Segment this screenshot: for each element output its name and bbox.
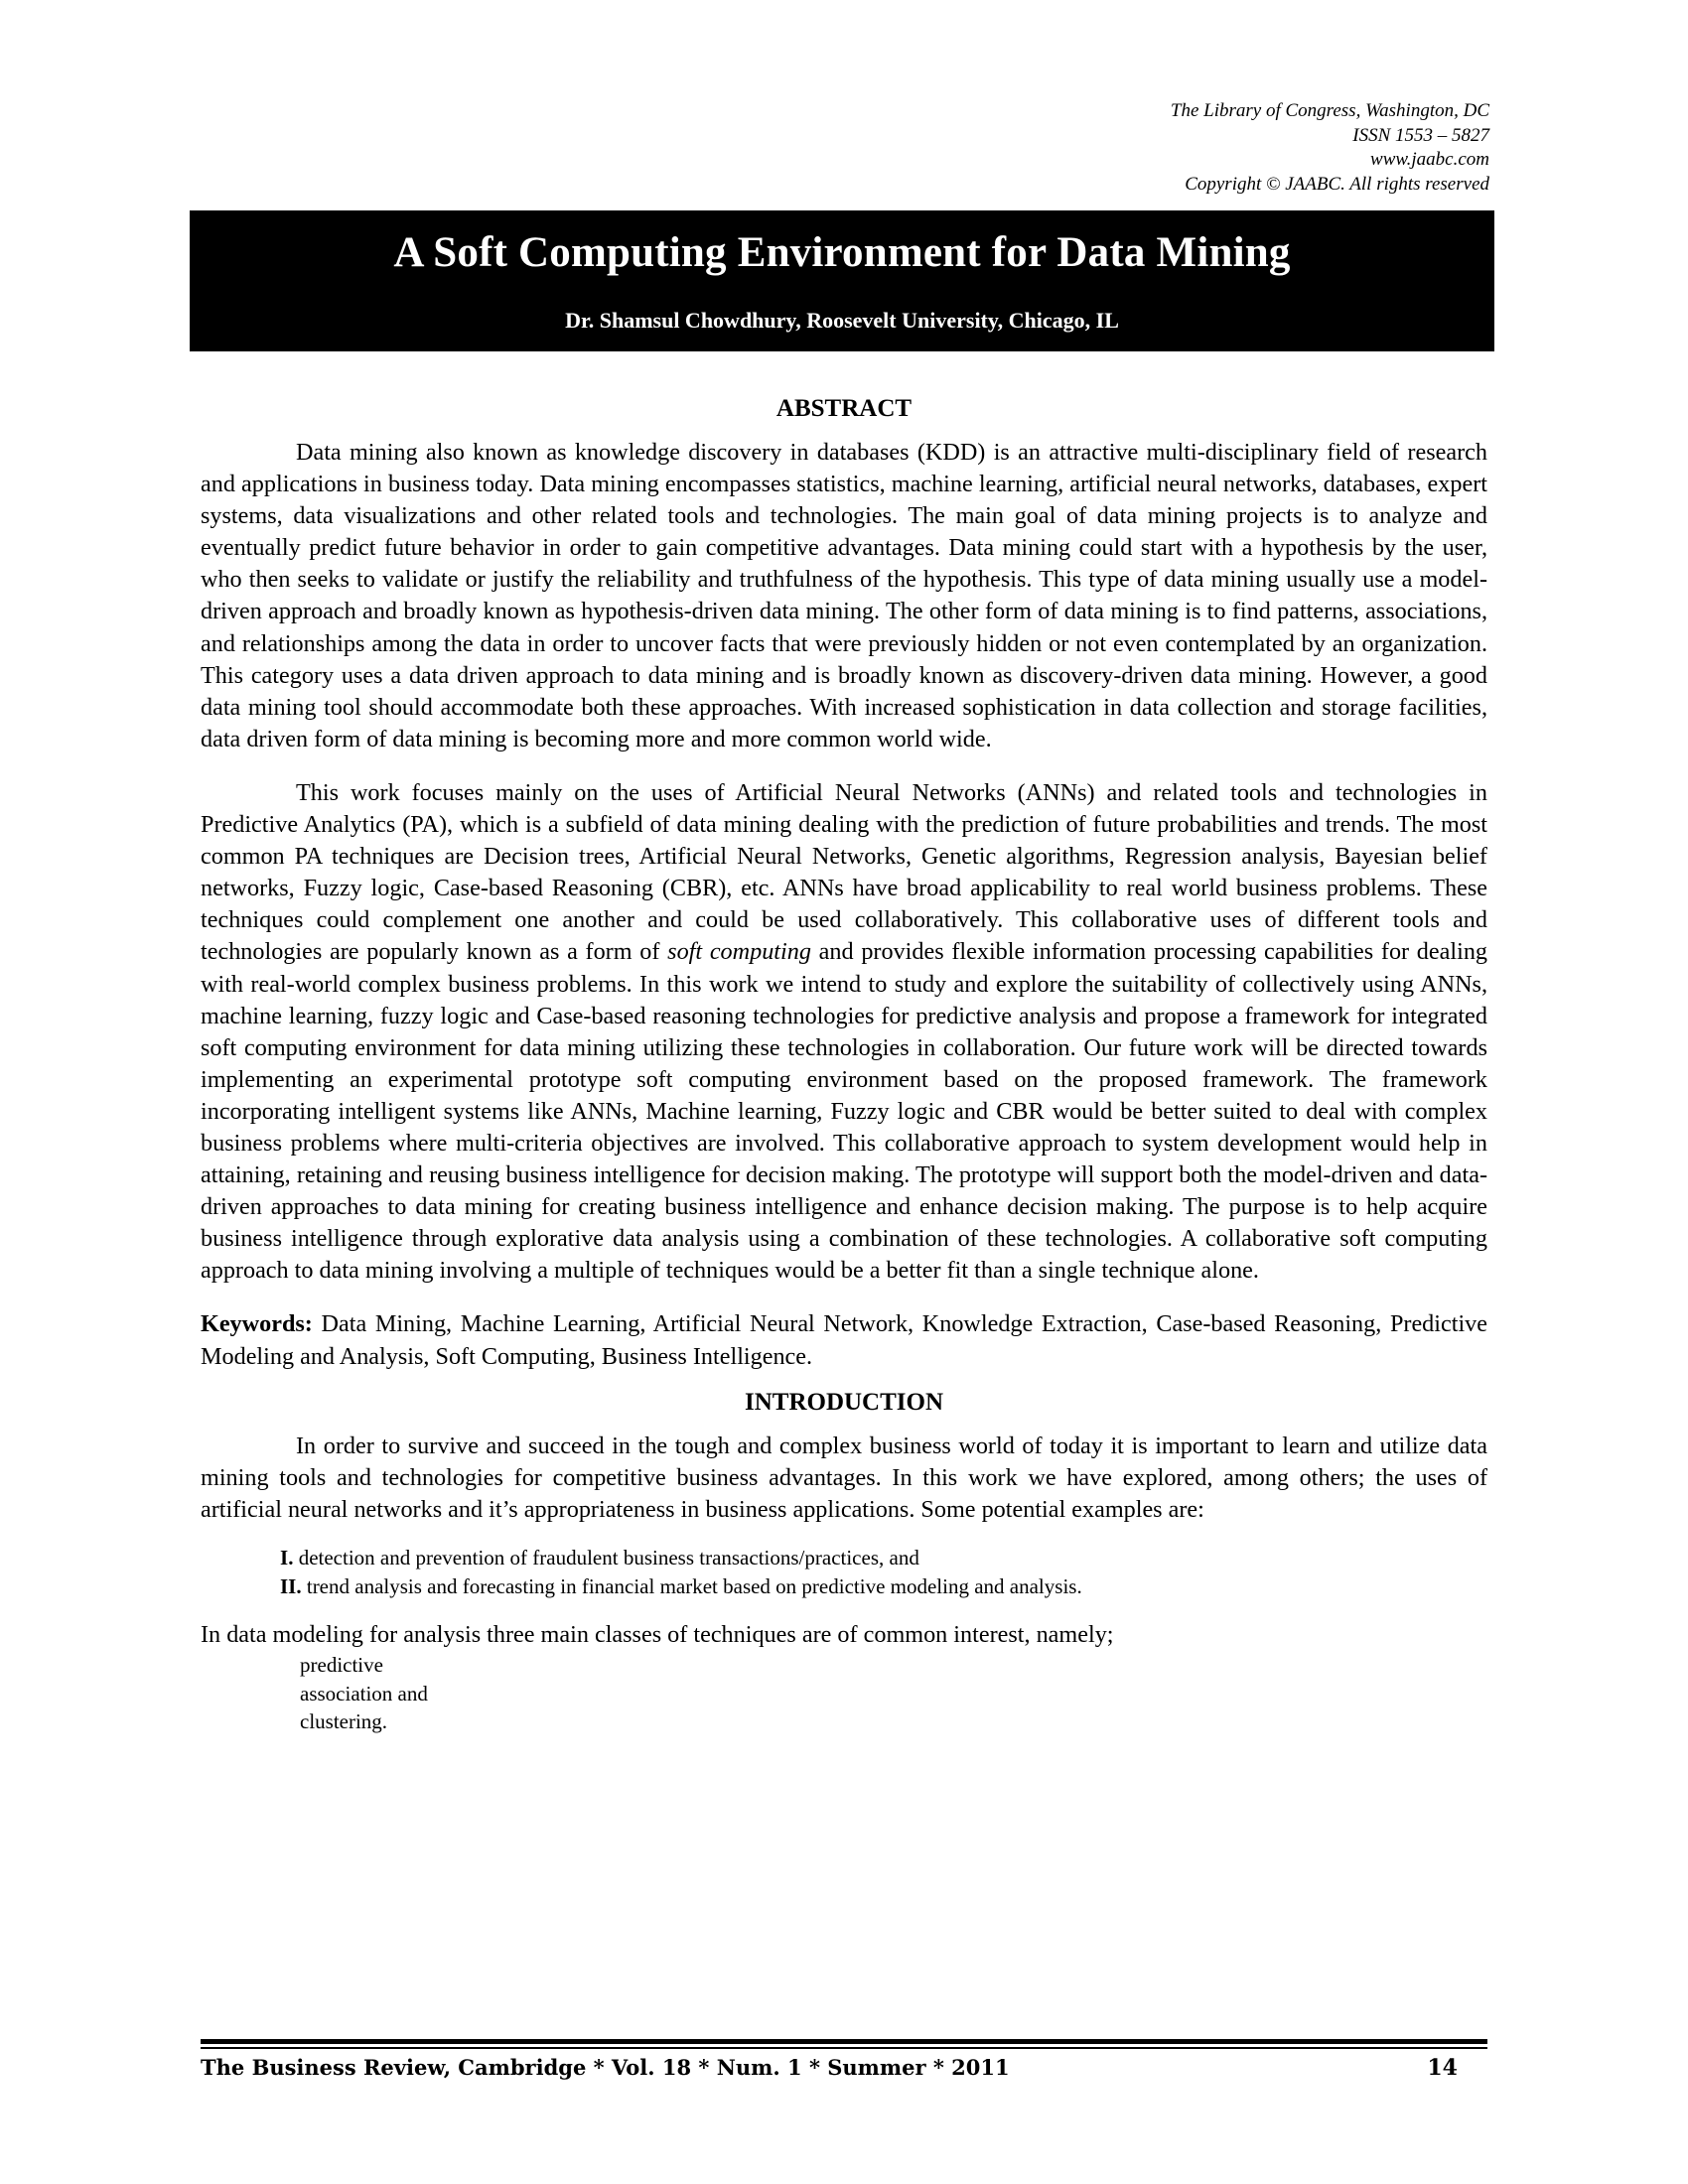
website-line: www.jaabc.com: [1370, 149, 1489, 170]
footer-rule: [201, 2039, 1487, 2044]
paper-author: Dr. Shamsul Chowdhury, Roosevelt University, Chicago, IL: [565, 308, 1119, 333]
publication-info: [894, 99, 1489, 197]
abstract-heading: ABSTRACT: [775, 395, 913, 422]
page-number: 14: [1427, 2055, 1458, 2081]
paper-body: [201, 393, 1487, 1736]
list-item: association and: [300, 1681, 428, 1706]
issn-line: ISSN 1553 – 5827: [1352, 124, 1489, 146]
introduction-heading: INTRODUCTION: [744, 1388, 944, 1416]
publisher-line: The Library of Congress, Washington, DC: [1170, 100, 1489, 121]
list-item: I. detection and prevention of fraudulent business transactions/practices, and: [280, 1545, 919, 1570]
abstract-paragraph-1: Data mining also known as knowledge discovery in databases (KDD) is an attractive multi-disciplinary field of research and applications in business today. Data mining encompasses statistics, machine learning, artificial neural networks, databases, expert systems, data visualizations and other related tools and technologies. The main goal of data mining projects is to analyze and eventually predict future behavior in order to gain competitive advantages. Data mining could start with a hypothesis by the user, who then seeks to validate or justify the reliability and truthfulness of the hypothesis. This type of data mining usually use a model-driven approach and broadly known as hypothesis-driven data mining. The other form of data mining is to find patterns, associations, and relationships among the data in order to uncover facts that were previously hidden or not even contemplated by an organization. This category uses a data driven approach to data mining and is broadly known as discovery-driven data mining. However, a good data mining tool should accommodate both these approaches. With increased sophistication in data collection and storage facilities, data driven form of data mining is becoming more and more common world wide.: [201, 439, 1487, 752]
abstract-paragraph-2: [201, 777, 1487, 1288]
keywords-text: Data Mining, Machine Learning, Artificial Neural Network, Knowledge Extraction, Case-based Reasoning, Predictive Modeling and Analysis, Soft Computing, Business Intelligence.: [201, 1310, 1488, 1370]
keywords: [201, 1308, 1487, 1372]
list-item-text: trend analysis and forecasting in financial market based on predictive modeling and analysis.: [306, 1573, 1082, 1598]
abstract-paragraph-2-end: and provides flexible information processing capabilities for dealing with real-world complex business problems. In this work we intend to study and explore the suitability of collectively using ANNs, machine learning, fuzzy logic and Case-based reasoning technologies for predictive analysis and propose a framework for integrated soft computing environment for data mining utilizing these technologies in collaboration. Our future work will be directed towards implementing an experimental prototype soft computing environment based on the proposed framework. The framework incorporating intelligent systems like ANNs, Machine learning, Fuzzy logic and CBR would be better suited to deal with complex business problems where multi-criteria objectives are involved. This collaborative approach to system development would help in attaining, retaining and reusing business intelligence for decision making. The prototype will support both the model-driven and data-driven approaches to data mining for creating business intelligence and enhance decision making. The purpose is to help acquire business intelligence through explorative data analysis using a combination of these technologies. A collaborative soft computing approach to data mining involving a multiple of techniques would be a better fit than a single technique alone.: [201, 938, 1488, 1285]
list-item: predictive: [300, 1653, 383, 1677]
classes-intro: In data modeling for analysis three main classes of techniques are of common interest, namely;: [201, 1620, 1114, 1648]
list-item-text: detection and prevention of fraudulent business transactions/practices, and: [298, 1545, 919, 1570]
keywords-label: Keywords:: [201, 1310, 313, 1338]
introduction-paragraph-1: In order to survive and succeed in the tough and complex business world of today it is important to learn and utilize data mining tools and technologies for competitive business advantages. In this work we have explored, among others; the uses of artificial neural networks and it’s appropriateness in business applications. Some potential examples are:: [201, 1432, 1487, 1523]
list-item: II. trend analysis and forecasting in financial market based on predictive modeling and analysis.: [280, 1573, 1082, 1598]
footer-rule-thin: [201, 2047, 1487, 2049]
examples-list: [280, 1544, 1487, 1601]
copyright-line: Copyright © JAABC. All rights reserved: [1185, 173, 1489, 195]
emphasis-soft-computing: soft computing: [667, 938, 811, 966]
technique-classes-list: [300, 1651, 1487, 1736]
list-item: clustering.: [300, 1709, 388, 1733]
list-item-number: I: [280, 1545, 289, 1570]
abstract-paragraph-2-start: This work focuses mainly on the uses of Artificial Neural Networks (ANNs) and related tools and technologies in Predictive Analytics (PA), which is a subfield of data mining dealing with the prediction of future probabilities and trends. The most common PA techniques are Decision trees, Artificial Neural Networks, Genetic algorithms, Regression analysis, Bayesian belief networks, Fuzzy logic, Case-based Reasoning (CBR), etc. ANNs have broad applicability to real world business problems. These techniques could complement one another and could be used collaboratively. This collaborative uses of different tools and technologies are popularly known as a form of: [201, 778, 1487, 966]
footer-journal-info: The Business Review, Cambridge * Vol. 18 * Num. 1 * Summer * 2011: [201, 2055, 1010, 2080]
paper-title: A Soft Computing Environment for Data Mining: [393, 229, 1291, 276]
title-banner: [190, 210, 1494, 351]
list-item-number: II: [280, 1573, 297, 1598]
